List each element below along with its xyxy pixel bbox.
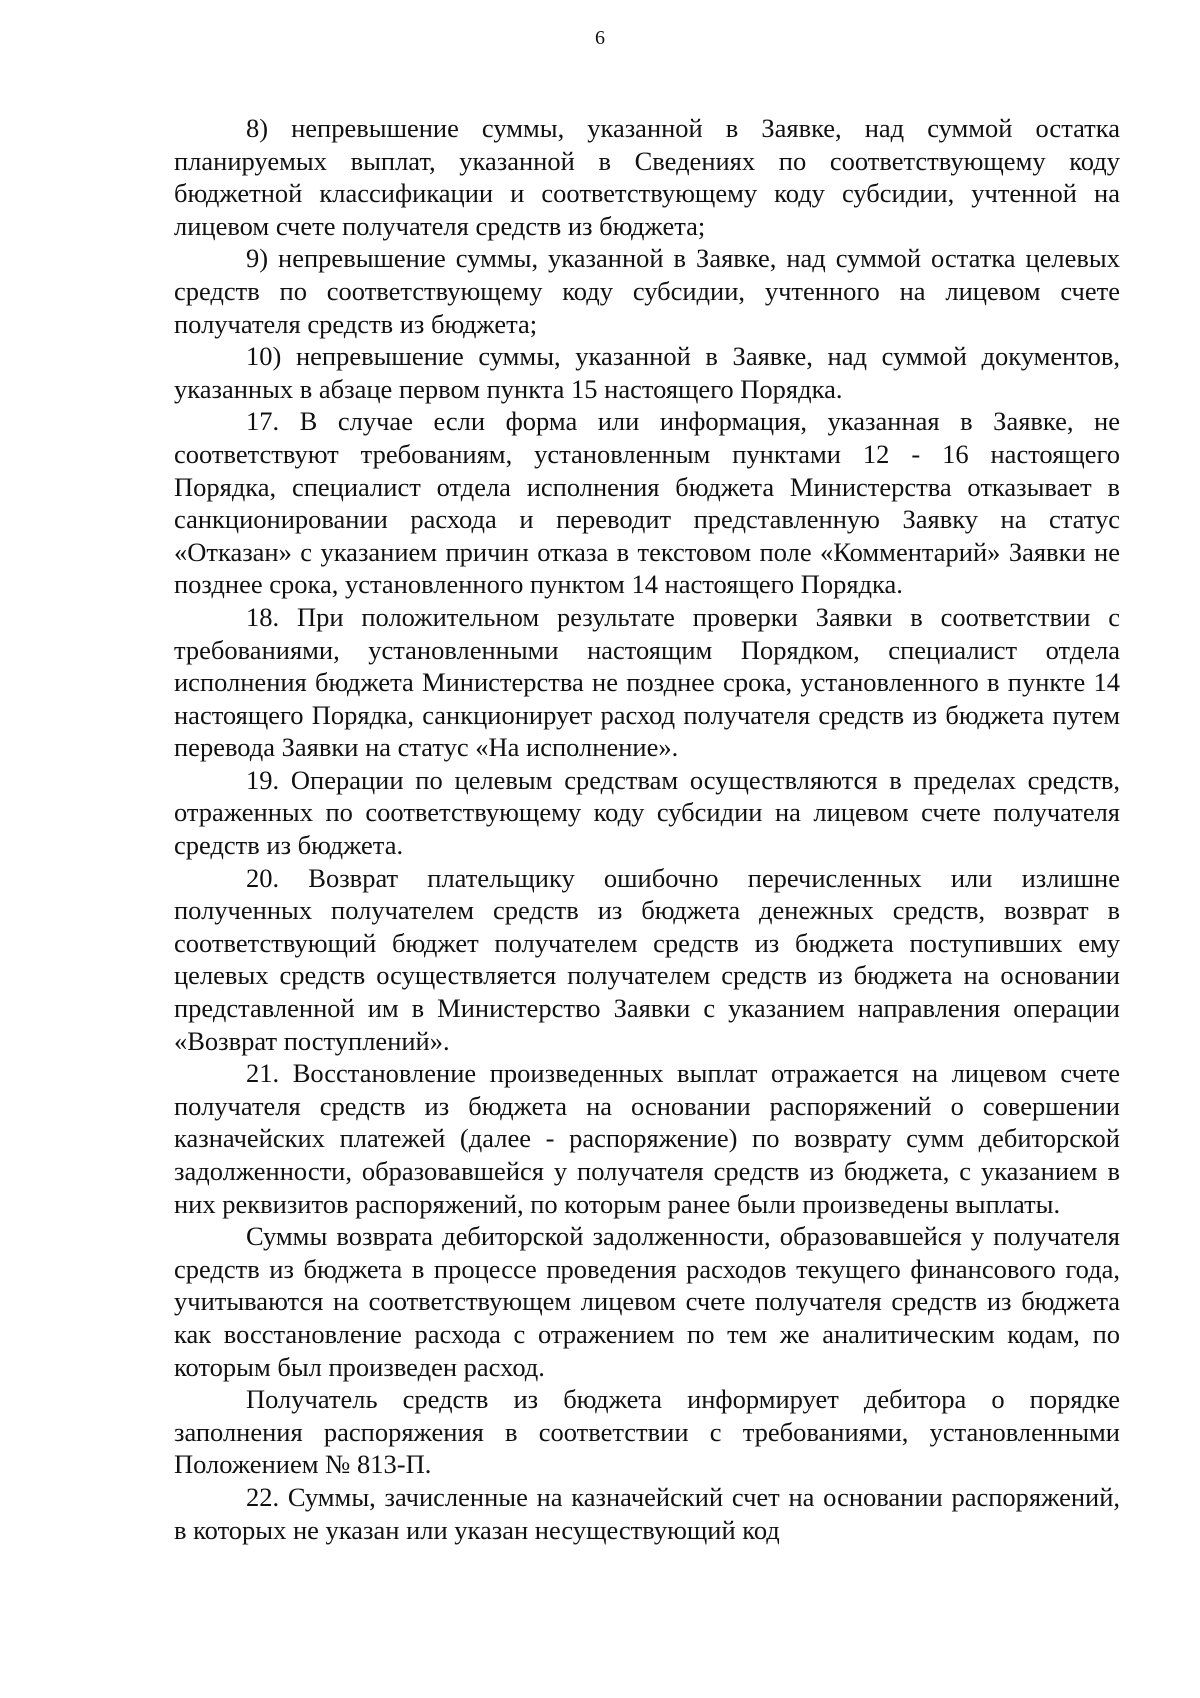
paragraph-item-9: 9) непревышение суммы, указанной в Заявке, над суммой остатка целевых средств по соответствующему коду субсидии, учтенного на лицевом счете получателя средств из бюджета;	[174, 243, 1120, 339]
paragraph-item-8: 8) непревышение суммы, указанной в Заявке, над суммой остатка планируемых выплат, указанной в Сведениях по соответствующему коду бюджетной классификации и соответствующему коду субсидии, учтенной на лицевом счете получателя средств из бюджета;	[174, 113, 1120, 241]
paragraph-item-10: 10) непревышение суммы, указанной в Заявке, над суммой документов, указанных в абзаце первом пункта 15 настоящего Порядка.	[174, 341, 1120, 404]
paragraph-clause-22: 22. Суммы, зачисленные на казначейский счет на основании распоряжений, в которых не указан или указан несуществующий код	[174, 1481, 1120, 1545]
page-number: 6	[595, 27, 605, 49]
paragraph-clause-21-part-3: Получатель средств из бюджета информирует дебитора о порядке заполнения распоряжения в соответствии с требованиями, установленными Положением № 813-П.	[174, 1384, 1120, 1480]
paragraph-clause-18: 18. При положительном результате проверки Заявки в соответствии с требованиями, установленными настоящим Порядком, специалист отдела исполнения бюджета Министерства не позднее срока, установленного в пункте 14 настоящего Порядка, санкционирует расход получателя средств из бюджета путем перевода Заявки на статус «На исполнение».	[174, 601, 1120, 763]
paragraph-clause-21: 21. Восстановление произведенных выплат отражается на лицевом счете получателя средств из бюджета на основании распоряжений о совершении казначейских платежей (далее - распоряжение) по возврату сумм дебиторской задолженности, образовавшейся у получателя средств из бюджета, с указанием в них реквизитов распоряжений, по которым ранее были произведены выплаты.	[174, 1058, 1120, 1219]
paragraph-clause-19: 19. Операции по целевым средствам осуществляются в пределах средств, отраженных по соответствующему коду субсидии на лицевом счете получателя средств из бюджета.	[174, 764, 1120, 861]
document-body	[174, 112, 1120, 1546]
paragraph-clause-20: 20. Возврат плательщику ошибочно перечисленных или излишне полученных получателем средств из бюджета денежных средств, возврат в соответствующий бюджет получателем средств из бюджета поступивших ему целевых средств осуществляется получателем средств из бюджета на основании представленной им в Министерство Заявки с указанием направления операции «Возврат поступлений».	[174, 862, 1120, 1056]
paragraph-clause-21-part-2: Суммы возврата дебиторской задолженности, образовавшейся у получателя средств из бюджета в процессе проведения расходов текущего финансового года, учитываются на соответствующем лицевом счете получателя средств из бюджета как восстановление расхода с отражением по тем же аналитическим кодам, по которым был произведен расход.	[174, 1221, 1120, 1382]
paragraph-clause-17: 17. В случае если форма или информация, указанная в Заявке, не соответствуют требованиям, установленным пунктами 12 - 16 настоящего Порядка, специалист отдела исполнения бюджета Министерства отказывает в санкционировании расхода и переводит представленную Заявку на статус «Отказан» с указанием причин отказа в текстовом поле «Комментарий» Заявки не позднее срока, установленного пунктом 14 настоящего Порядка.	[174, 406, 1120, 600]
